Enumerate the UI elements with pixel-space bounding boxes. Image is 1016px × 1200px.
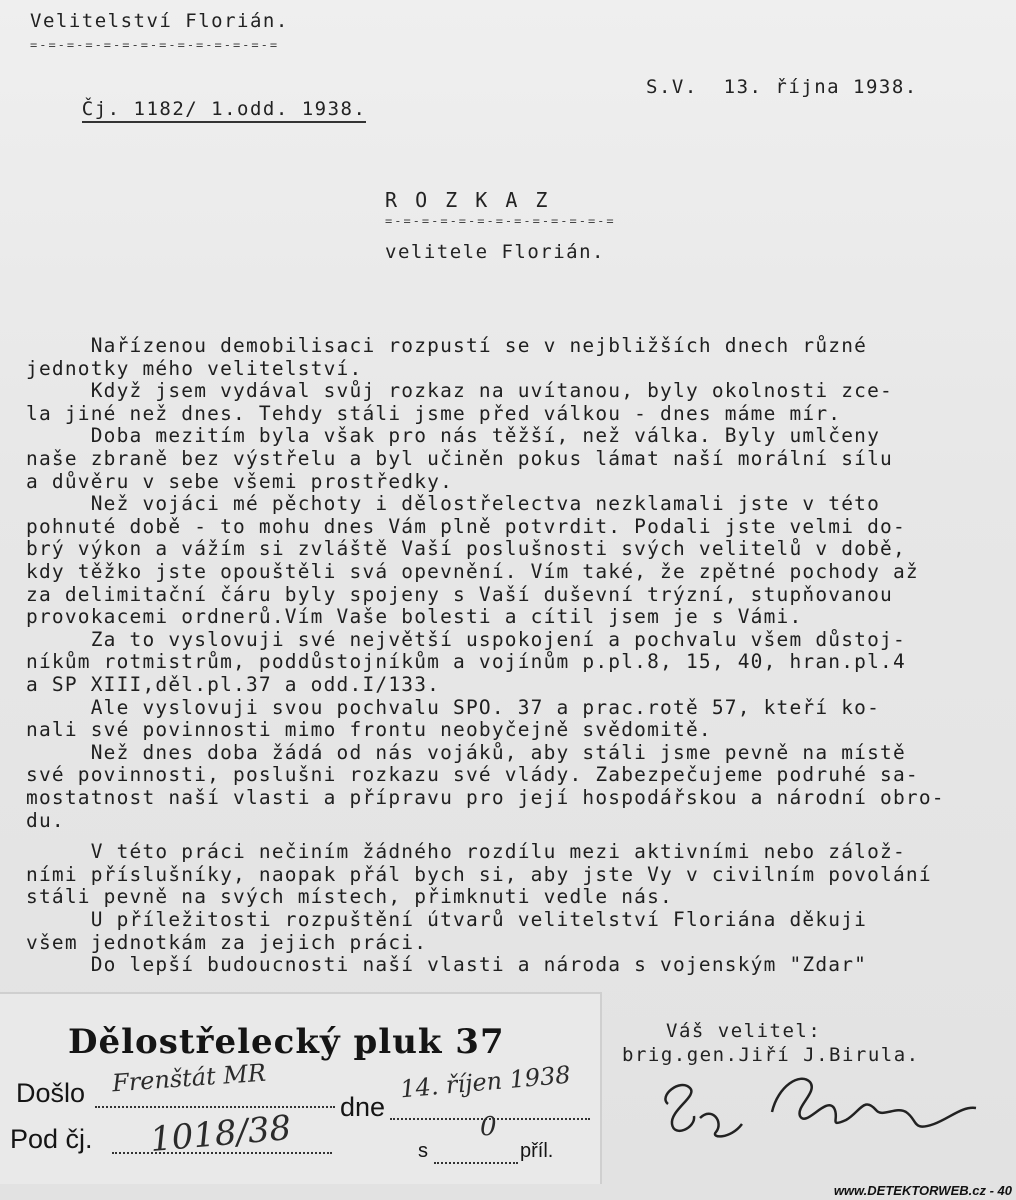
body-line: Nařízenou demobilisaci rozpustí se v nejbližších dnech různé	[26, 334, 868, 357]
stamp-title: Dělostřelecký pluk 37	[68, 1022, 505, 1062]
body-line: provokacemi ordnerů.Vím Vaše bolesti a cítil jsem je s Vámi.	[26, 605, 803, 629]
body-line: nali své povinnosti mimo frontu neobyčejně svědomitě.	[26, 718, 712, 742]
reference-number: Čj. 1182/ 1.odd. 1938.	[82, 98, 367, 123]
office-name: Velitelství Florián.	[30, 10, 289, 32]
stamp-attachments-label: příl.	[520, 1140, 554, 1162]
body-line: stáli pevně na svých místech, přimknuti vedle nás.	[26, 885, 673, 909]
stamp-s-line	[434, 1162, 518, 1164]
body-line: za delimitační čáru byly spojeny s Vaší duševní trýzní, stupňovanou	[26, 582, 893, 606]
body-line: níkům rotmistrům, poddůstojníkům a vojínům p.pl.8, 15, 40, hran.pl.4	[26, 650, 906, 674]
title-underline: =-=-=-=-=-=-=-=-=-=-=-=-=	[385, 214, 616, 228]
receipt-stamp	[0, 992, 602, 1184]
body-line: U příležitosti rozpuštění útvarů velitelství Floriána děkuji	[26, 908, 868, 932]
body-line: Než dnes doba žádá od nás vojáků, aby stáli jsme pevně na místě	[26, 740, 906, 764]
body-line: Když jsem vydával svůj rozkaz na uvítanou, byly okolnosti zce-	[26, 379, 893, 403]
body-line: du.	[26, 808, 65, 832]
body-line: brý výkon a vážím si zvláště Vaší poslušnosti svých velitelů v době,	[26, 537, 906, 561]
body-line: ními příslušníky, naopak přál bych si, aby jste Vy v civilním povolání	[26, 862, 932, 886]
signature-role: Váš velitel:	[666, 1020, 822, 1042]
body-line: la jiné než dnes. Tehdy stáli jsme před válkou - dnes máme mír.	[26, 401, 842, 425]
document-date: S.V. 13. října 1938.	[646, 76, 918, 98]
body-line: své povinnosti, poslušni rozkazu své vlády. Zabezpečujeme podruhé sa-	[26, 763, 919, 787]
stamp-received-label: Došlo	[16, 1078, 86, 1108]
body-line: pohnuté době - to mohu dnes Vám plně potvrdit. Podali jste velmi do-	[26, 514, 906, 538]
body-line: a SP XIII,děl.pl.37 a odd.I/133.	[26, 673, 441, 696]
stamp-received-value: Frenštát MR	[111, 1058, 267, 1098]
stamp-ref-value: 1018/38	[148, 1107, 293, 1161]
stamp-s-label: s	[418, 1140, 428, 1162]
handwritten-signature	[650, 1066, 990, 1156]
body-line: Doba mezitím byla však pro nás těžší, než válka. Byly umlčeny	[26, 424, 881, 448]
stamp-ref-label: Pod čj.	[10, 1124, 93, 1154]
stamp-date-label: dne	[340, 1092, 386, 1122]
body-line: mostatnost naší vlasti a přípravu pro její hospodářskou a národní obro-	[26, 786, 945, 809]
body-line: jednotky mého velitelství.	[26, 356, 363, 380]
document-subtitle: velitele Florián.	[385, 241, 605, 263]
body-line: naše zbraně bez výstřelu a byl učiněn pokus lámat naší morální sílu	[26, 447, 893, 470]
body-line: a důvěru v sebe všemi prostředky.	[26, 469, 454, 493]
body-line: Ale vyslovuji svou pochvalu SPO. 37 a prac.rotě 57, kteří ko-	[26, 695, 881, 719]
signature-name: brig.gen.Jiří J.Birula.	[622, 1044, 920, 1066]
body-line: kdy těžko jste opouštěli svá opevnění. Vím také, že zpětné pochody až	[26, 560, 919, 583]
stamp-date-value: 14. říjen 1938	[399, 1060, 572, 1104]
body-line: Za to vyslovuji své největší uspokojení a pochvalu všem důstoj-	[26, 627, 906, 651]
body-line: Než vojáci mé pěchoty i dělostřelectva nezklamali jste v této	[26, 492, 881, 516]
source-watermark: www.DETEKTORWEB.cz - 40	[833, 1183, 1012, 1198]
stamp-received-line	[95, 1106, 335, 1108]
body-line: všem jednotkám za jejich práci.	[26, 930, 428, 954]
body-line: Do lepší budoucnosti naší vlasti a národa s vojenským "Zdar"	[26, 953, 868, 977]
reference-wrap	[30, 76, 366, 142]
stamp-s-value: 0	[480, 1112, 497, 1142]
office-underline: =-=-=-=-=-=-=-=-=-=-=-=-=-=	[30, 38, 280, 52]
body-line: V této práci nečiním žádného rozdílu mezi aktivními nebo zálož-	[26, 840, 906, 864]
document-title: R O Z K A Z	[385, 188, 551, 212]
